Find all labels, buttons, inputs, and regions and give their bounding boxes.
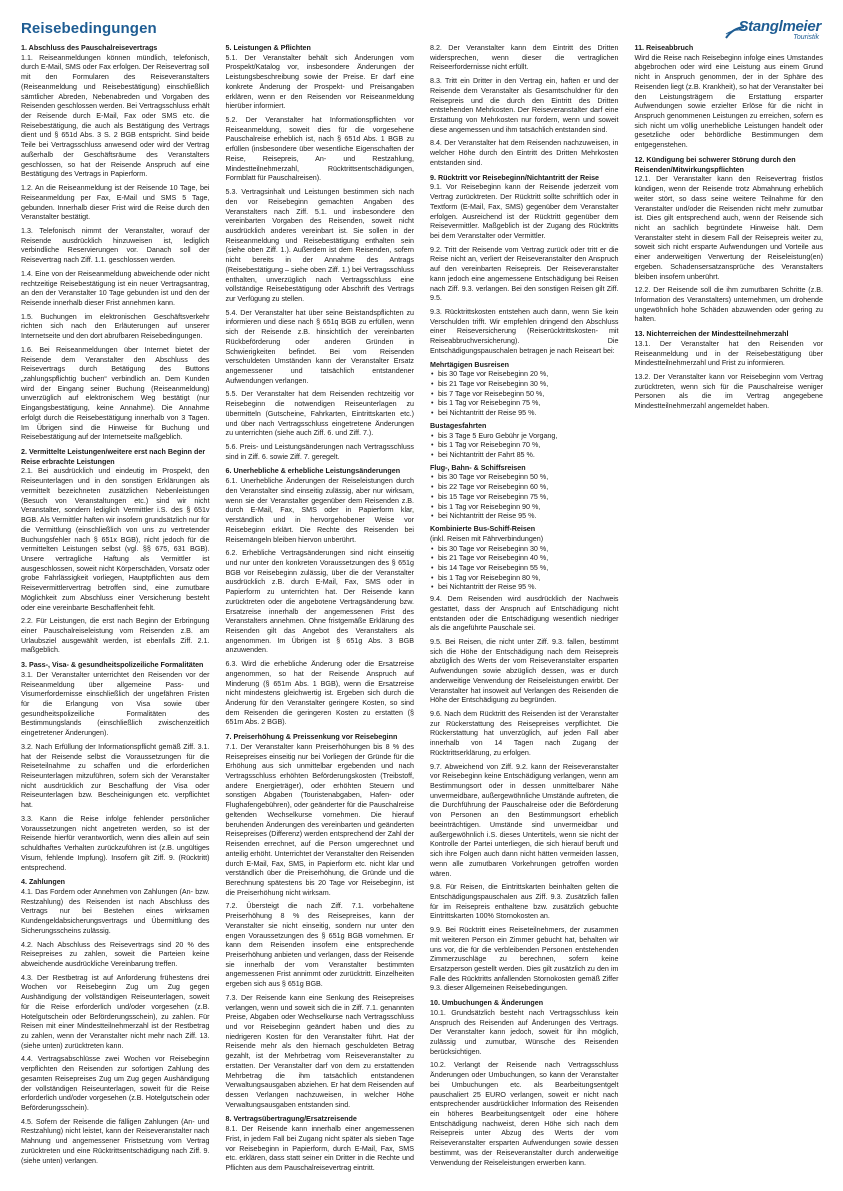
clause-paragraph: 4.5. Sofern der Reisende die fälligen Zahlungen (An- und Restzahlung) nicht leistet, kann der Reiseveranstalter nach Mahnung und angemessener Fristsetzung vom Vertrag zurücktreten und eine Rücktrittsentschädigung nach Ziff. 9. (siehe unten) verlangen. (21, 1117, 210, 1165)
fee-tier-item: • bis 1 Tag vor Reisebeginn 80 %, (430, 574, 619, 584)
fee-tier-item: • bis 30 Tage vor Reisebeginn 20 %, (430, 370, 619, 380)
clause-paragraph: 9.1. Vor Reisebeginn kann der Reisende jederzeit vom Vertrag zurücktreten. Der Rücktritt sollte schriftlich oder in Textform (E-Mail, Fax, SMS) gegenüber dem Veranstalter erfolgen. Ausreichend ist der Rücktritt gegenüber dem Reisevermittler. Maßgeblich ist der Zugang des Rücktritts bei dem Veranstalter oder Vermittler. (430, 183, 619, 240)
section-heading: 1. Abschluss des Pauschalreisevertrags (21, 44, 158, 52)
clause-paragraph: 9.4. Dem Reisenden wird ausdrücklich der Nachweis gestattet, dass der Anspruch auf Entschädigung nicht entstanden oder die Entschädigung wesentlich niedriger als die angeführte Pauschale sei. (430, 595, 619, 633)
clause-paragraph: Wird die Reise nach Reisebeginn infolge eines Umstandes abgebrochen oder wird eine Leistung aus einem Grund nicht in Anspruch genommen, der in der Sphäre des Reisenden liegt (z.B. Krankheit), so hat der Veranstalter bei den Leistungsträgern die Erstattung ersparter Aufwendungen sowie erzielter Erlöse für die nicht in Anspruch genommenen Leistungen zu erreichen, sofern es sich nicht um völlig unerhebliche Leistungen handelt oder gesetzliche oder behördliche Bestimmungen dem entgegenstehen. (634, 53, 823, 150)
clause-paragraph: 5.3. Vertragsinhalt und Leistungen bestimmen sich nach den vor Reisebeginn gemachten Angaben des Veranstalters nach Ziff. 5.1. und insbesondere den vereinbarten Vorgaben des Reisenden, soweit nicht ausdrücklich anderes vereinbart ist. Sie sollen in der Reiseanmeldung und Reisebestätigung enthalten sein (siehe oben Ziff. 1.). Außerdem ist dem Reisenden, sofern nicht bereits in der Annahme des Antrags (Reisebestätigung – siehe oben Ziff. 1.) bei Vertragsschluss enthalten, unverzüglich nach Vertragsschluss eine vollständige Reisebestätigung oder Abschrift des Vertrags zur Verfügung zu stellen. (225, 188, 414, 303)
company-logo (725, 18, 821, 44)
fee-tier-note: (inkl. Reisen mit Fährverbindungen) (430, 534, 544, 543)
clause-paragraph: 5.6. Preis- und Leistungsänderungen nach Vertragsschluss sind in Ziff. 6. sowie Ziff. 7. geregelt. (225, 443, 414, 461)
section-4 (21, 878, 210, 1166)
section-heading: 13. Nichterreichen der Mindestteilnehmerzahl (634, 330, 789, 339)
clause-paragraph: 6.3. Wird die erhebliche Änderung oder die Ersatzreise angenommen, so hat der Reisende Anspruch auf Minderung (§ 651m Abs. 1 BGB), wenn die Ersatzreise nicht mindestens gleichwertig ist. Ergeben sich durch die Änderung für den Veranstalter geringere Kosten, so sind dem Reisenden die geringeren Kosten zu erstatten (§ 651m Abs. 2 BGB). (225, 660, 414, 727)
clause-paragraph: 9.2. Tritt der Reisende vom Vertrag zurück oder tritt er die Reise nicht an, verliert der Reiseveranstalter den Anspruch auf den vereinbarten Reisepreis. Der Reiseveranstalter kann jedoch eine angemessene Entschädigung bei Reisen nach Ziff. 9.3. verlangen. Bei den sonstigen Reisen gilt Ziff. 9.5. (430, 245, 619, 303)
clause-paragraph: 1.4. Eine von der Reiseanmeldung abweichende oder nicht rechtzeitige Reisebestätigung ist ein neuer Vertragsantrag, an den der Veranstalter 10 Tage gebunden ist und den der Reisende innerhalb dieser Frist annehmen kann. (21, 269, 210, 307)
fee-tier-item: • bis 3 Tage 5 Euro Gebühr je Vorgang, (430, 432, 619, 442)
fee-tier-list (430, 473, 619, 522)
clause-paragraph: 5.2. Der Veranstalter hat Informationspflichten vor Reiseanmeldung, soweit dies für die vorgesehene Pauschalreise erheblich ist, nach § 651d Abs. 1 BGB zu erfüllen (insbesondere über wesentliche Eigenschaften der Reise, Reisepreis, An- und Restzahlung, Mindestteilnehmerzahl, Rücktrittsentschädigungen, Formblatt für Pauschalreisen). (225, 116, 414, 183)
clause-paragraph: 2.2. Für Leistungen, die erst nach Beginn der Erbringung einer Pauschalreiseleistung vom Reisenden z.B. am Urlaubsziel ausgewählt werden, ist ebenfalls Ziff. 2.1. maßgeblich. (21, 617, 210, 655)
section-heading: 5. Leistungen & Pflichten (225, 44, 311, 52)
clause-paragraph: 3.3. Kann die Reise infolge fehlender persönlicher Voraussetzungen nicht angetreten werden, so ist der Reisende hierfür verantwortlich, wenn dies allein auf sein schuldhaftes Verhalten zurückzuführen ist (z.B. ungültiges Visum, fehlende Impfung). Insofern gilt Ziff. 9. (Rücktritt) entsprechend. (21, 814, 210, 872)
clause-paragraph: 5.1. Der Veranstalter behält sich Änderungen vom Prospekt/Katalog vor, insbesondere Änderungen der Leistungsbeschreibung sowie der Preise. Er darf eine konkrete Änderung der Prospekt- und Preisangaben erklären, wenn er den Reisenden vor Reiseanmeldung hierüber informiert. (225, 53, 414, 111)
fee-tier-title: Kombinierte Bus-Schiff-Reisen (430, 525, 536, 534)
clause-paragraph: 3.2. Nach Erfüllung der Informationspflicht gemäß Ziff. 3.1. hat der Reisende selbst die Voraussetzungen für die Reiseteilnahme zu schaffen und die erforderlichen Reiseunterlagen mitzuführen, sofern sich der Veranstalter nicht ausdrücklich zur Beschaffung der Visa oder Reiseunterlagen bzw. Bescheinigungen etc. verpflichtet hat. (21, 742, 210, 810)
fee-tier-item: • bis 15 Tage vor Reisebeginn 75 %, (430, 493, 619, 503)
fee-tier-item: • bis 30 Tage vor Reisebeginn 50 %, (430, 473, 619, 483)
clause-paragraph: 3.1. Der Veranstalter unterrichtet den Reisenden vor der Reiseanmeldung über allgemeine Pass- und Visumerfordernisse einschließlich der ungefähren Fristen für die Erlangung von Visa sowie über gesundheitspolizeiliche Formalitäten des Bestimmungslands (einschließlich zwischenzeitlich eingetretener Änderungen). (21, 670, 210, 738)
fee-tier-item: • bis 21 Tage vor Reisebeginn 40 %, (430, 554, 619, 564)
terms-columns (21, 44, 823, 1179)
clause-paragraph: 8.1. Der Reisende kann innerhalb einer angemessenen Frist, in jedem Fall bei Zugang nicht später als sieben Tage vor Reisebeginn in Papierform, durch E-Mail, Fax, SMS etc. erklären, dass statt seiner ein Dritter in die Rechte und Pflichten aus dem Pauschalreisevertrag eintritt. (225, 1125, 414, 1173)
clause-paragraph: 7.3. Der Reisende kann eine Senkung des Reisepreises verlangen, wenn und soweit sich die in Ziff. 7.1. genannten Preise, Abgaben oder Wechselkurse nach Vertragsschluss und vor Reisebeginn geändert haben und dies zu niedrigeren Kosten für den Veranstalter führt. Hat der Reisende mehr als den hiernach geschuldeten Betrag gezahlt, ist der Mehrbetrag vom Reiseveranstalter zu erstatten. Der Veranstalter darf von dem zu erstattenden Mehrbetrag die ihm tatsächlich entstandenen Verwaltungsausgaben abziehen. Er hat dem Reisenden auf dessen Verlangen nachzuweisen, in welcher Höhe Verwaltungsausgaben entstanden sind. (225, 993, 414, 1109)
fee-tier-item: • bei Nichtantritt der Fahrt 85 %. (430, 451, 619, 461)
clause-paragraph: 9.6. Nach dem Rücktritt des Reisenden ist der Veranstalter zur Rückerstattung des Reisepreises verpflichtet. Die Rückerstattung hat unverzüglich, auf jeden Fall aber innerhalb von 14 Tagen nach Zugang der Rücktrittserklärung, zu erfolgen. (430, 710, 619, 757)
clause-paragraph: 5.4. Der Veranstalter hat über seine Beistandspflichten zu informieren und diese nach § 651q BGB zu erfüllen, wenn sich der Reisende z.B. hinsichtlich der vereinbarten Rückbeförderung oder anderen Gründen in Schwierigkeiten befindet. Bei vom Reisenden verschuldeten Umständen kann der Veranstalter Ersatz angemessener und tatsächlich entstandener Aufwendungen verlangen. (225, 308, 414, 385)
section-3 (21, 661, 210, 873)
clause-paragraph: 9.9. Bei Rücktritt eines Reiseteilnehmers, der zusammen mit weiteren Person ein Zimmer gebucht hat, behalten wir uns vor, die für die verbleibenden Personen entstehenden Zimmerzuschläge zu berechnen, sofern keine Ersatzperson gestellt werden. Dies gilt zusätzlich zu den im Falle des Rücktritts anfallenden Stornokosten gemäß Ziffer 9.3. dieser Allgemeinen Reisebedingungen. (430, 926, 619, 993)
fee-tier-item: • bis 21 Tage vor Reisebeginn 30 %, (430, 380, 619, 390)
section-heading: 2. Vermittelte Leistungen/weitere erst nach Beginn der Reise erbrachte Leistungen (21, 448, 206, 466)
fee-tier-item: • bis 7 Tage vor Reisebeginn 50 %, (430, 390, 619, 400)
section-heading: 7. Preiserhöhung & Preissenkung vor Reisebeginn (225, 733, 398, 742)
fee-tier-item: • bis 14 Tage vor Reisebeginn 55 %, (430, 564, 619, 574)
fee-tier-item: • bis 1 Tag vor Reisebeginn 75 %, (430, 399, 619, 409)
clause-paragraph: 12.2. Der Reisende soll die ihm zumutbaren Schritte (z.B. Information des Veranstalters) unternehmen, um drohende ungewöhnlich hohe Schäden abzuwenden oder gering zu halten. (634, 286, 823, 324)
clause-paragraph: 9.7. Abweichend von Ziff. 9.2. kann der Reiseveranstalter vor Reisebeginn keine Entschädigung verlangen, wenn am Bestimmungsort oder in dessen unmittelbarer Nähe unvermeidbare, außergewöhnliche Umstände auftreten, die die Durchführung der Pauschalreise oder die Beförderung von Personen an den Bestimmungsort erheblich beeinträchtigen. Umstände sind unvermeidbar und außergewöhnlich i.S. dieses Untertitels, wenn sie nicht der Kontrolle der Partei unterliegen, die sich hierauf beruft und sich ihre Folgen auch dann nicht hätten vermeiden lassen, wenn alle zumutbaren Vorkehrungen getroffen worden wären. (430, 762, 619, 878)
section-6 (226, 467, 415, 728)
clause-paragraph: 1.6. Bei Reiseanmeldungen über Internet bietet der Reisende dem Veranstalter den Abschluss des Reisevertrags durch Betätigung des Buttons „zahlungspflichtig buchen“ verbindlich an. Dem Kunden wird der Eingang seiner Buchung (Reiseanmeldung) unverzüglich auf elektronischem Weg bestätigt (nur Eingangsbestätigung, keine Annahme). Die Annahme erfolgt durch die Reisebestätigung innerhalb von 3 Tagen. Im Übrigen sind die Hinweise für Buchung und Reisebestätigung auf der Internetseite maßgeblich. (21, 345, 210, 442)
fee-tier-title: Bustagesfahrten (430, 421, 487, 430)
clause-paragraph: 4.4. Vertragsabschlüsse zwei Wochen vor Reisebeginn verpflichten den Reisenden zur sofortigen Zahlung des gesamten Reisepreises Zug um Zug gegen Aushändigung der vollständigen Reiseunterlagen, soweit für die Reise erforderlich und/oder vorgesehen (z.B. Hotelgutschein oder Beförderungsschein). (21, 1055, 210, 1113)
fee-tier-item: • bis 1 Tag vor Reisebeginn 90 %, (430, 503, 619, 513)
clause-paragraph: 4.3. Der Restbetrag ist auf Anforderung frühestens drei Wochen vor Reisebeginn Zug um Zug gegen Aushändigung der vollständigen Reiseunterlagen, soweit für die Reise erforderlich und/oder vorgesehen (z.B. Hotelgutschein oder Beförderungsschein), zu zahlen. Für Reisen mit einer Mindestteilnehmerzahl ist der Restbetrag zu zahlen, wenn der Veranstalter nicht mehr nach Ziff. 13. (siehe unten) zurücktreten kann. (21, 973, 210, 1050)
clause-paragraph: 1.1. Reiseanmeldungen können mündlich, telefonisch, durch E-Mail, SMS oder Fax erfolgen. Der Reisevertrag soll mit den Formularen des Reiseveranstalters (Reiseanmeldung und Reisebestätigung) einschließlich sämtlicher Abreden, Nebenabreden und Vorgaben des Reisenden geschlossen werden. Bei Vertragsschluss erhält der Reisende durch E-Mail, Fax oder SMS etc. die Reisebestätigung, die auch als Bestätigung des Vertrags dient und § 651d Abs. 3 S. 2 BGB entspricht. Sind beide Teile bei Vertragsschluss anwesend oder wird der Vertrag außerhalb der Geschäftsräume des Veranstalters geschlossen, so hat der Reisende Anspruch auf eine Bestätigung des Vertrags in Papierform. (21, 53, 210, 179)
fee-tier-list (430, 545, 619, 594)
section-7 (226, 733, 415, 1110)
section-13 (635, 330, 824, 412)
logo-wordmark: Stanglmeier (738, 18, 821, 35)
clause-paragraph: 2.1. Bei ausdrücklich und eindeutig im Prospekt, den Reiseunterlagen und in den sonstigen Erklärungen als vermittelt bezeichneten zusätzlichen Nebenleistungen (Besuch von Veranstaltungen etc.) sind wir nicht Veranstalter, sondern lediglich Vermittler i.S. des § 651v BGB. Als Vermittler haften wir insofern grundsätzlich nur für die Vermittlung (einschließlich von uns zu vertretender Buchungsfehler nach § 651x BGB), nicht jedoch für die vermittelten Leistungen selbst (vgl. §§ 675, 631 BGB). Unsere vertragliche Haftung als Vermittler ist ausgeschlossen, soweit nicht Körperschäden, Vorsatz oder grobe Fahrlässigkeit vorliegen, Hauptpflichten aus dem Reisevermittlervertrag betroffen sind, eine zumutbare Möglichkeit zum Abschluss einer Versicherung besteht oder eine vereinbarte Beschaffenheit fehlt. (21, 467, 210, 612)
section-heading: 9. Rücktritt vor Reisebeginn/Nichtantritt der Reise (430, 173, 600, 182)
section-heading: 11. Reiseabbruch (634, 44, 694, 52)
fee-tier-item: • bis 22 Tage vor Reisebeginn 60 %, (430, 483, 619, 493)
fee-tier-item: • bis 1 Tag vor Reisebeginn 70 %, (430, 441, 619, 451)
clause-paragraph: 10.2. Verlangt der Reisende nach Vertragsschluss Änderungen oder Umbuchungen, so kann der Veranstalter bei Umbuchungen etc. als Bearbeitungsentgelt pauschaliert 25 EURO verlangen, soweit er nicht nach entsprechender ausdrücklicher Information des Reisenden ein höheres Bearbeitungsentgelt oder eine höhere Entschädigung nachweist, deren Höhe sich nach dem Reisepreis unter Abzug des Werts der vom Reiseveranstalter ersparten Aufwendungen sowie dessen bestimmt, was der Reiseveranstalter durch anderweitige Verwendung der Reiseleistungen erwerben kann. (430, 1061, 619, 1167)
clause-paragraph: 12.1. Der Veranstalter kann den Reisevertrag fristlos kündigen, wenn der Reisende trotz Abmahnung erheblich weiter stört, so dass seine weitere Teilnahme für den Veranstalter und/oder die Reisenden nicht mehr zumutbar ist. Dies gilt entsprechend auch, wenn der Reisende sich nicht an sachlich begründete Hinweise hält. Dem Veranstalter steht in diesem Fall der Reisepreis weiter zu, soweit sich nicht ersparte Aufwendungen und Vorteile aus einer anderweitigen Verwertung der Reiseleistung(en) ergeben. Schadensersatzansprüche des Veranstalters bleiben insofern unberührt. (634, 175, 823, 281)
clause-paragraph: 13.2. Der Veranstalter kann vor Reisebeginn vom Vertrag zurücktreten, wenn sich für die Pauschalreise weniger Personen als die im Vertrag angegebene Mindestteilnehmerzahl angemeldet haben. (634, 373, 823, 411)
section-heading: 3. Pass-, Visa- & gesundheitspolizeiliche Formalitäten (21, 661, 204, 670)
clause-paragraph: 1.5. Buchungen im elektronischen Geschäftsverkehr richten sich nach den Erläuterungen auf unserer Internetseite und den dort abrufbaren Reisebedingungen. (21, 312, 210, 341)
clause-paragraph: 8.4. Der Veranstalter hat dem Reisenden nachzuweisen, in welcher Höhe durch den Eintritt des Dritten Mehrkosten entstanden sind. (430, 139, 619, 167)
fee-tier-title: Mehrtägigen Busreisen (430, 360, 509, 369)
clause-paragraph: 6.1. Unerhebliche Änderungen der Reiseleistungen durch den Veranstalter sind einseitig zulässig, aber nur wirksam, wenn sie der Veranstalter gegenüber dem Reisenden z.B. durch E-Mail, Fax, SMS oder in Papierform klar, verständlich und in hervorgehobener Weise vor Reisebeginn erklärt. Die Rechte des Reisenden bei Reisemängeln bleiben hiervon unberührt. (225, 477, 414, 544)
fee-tier-list (430, 370, 619, 419)
clause-paragraph: 9.3. Rücktrittskosten entstehen auch dann, wenn Sie kein Verschulden trifft. Wir empfehlen dringend den Abschluss einer Reiseversicherung (Reiserücktrittskosten- mit Reiseabbruchversicherung). Die Entschädigungspauschalen betragen je nach Reiseart bei: (430, 307, 619, 355)
clause-paragraph: 8.3. Tritt ein Dritter in den Vertrag ein, haften er und der Reisende dem Veranstalter als Gesamtschuldner für den Reisepreis und die durch den Eintritt des Dritten entstehenden Mehrkosten. Der Reiseveranstalter darf eine Erstattung von Mehrkosten nur fordern, wenn und soweit diese angemessen und ihm tatsächlich entstanden sind. (430, 77, 619, 134)
section-heading: 10. Umbuchungen & Änderungen (430, 999, 544, 1008)
clause-paragraph: 8.2. Der Veranstalter kann dem Eintritt des Dritten widersprechen, wenn dieser die vertraglichen Reiseerfordernisse nicht erfüllt. (430, 44, 619, 72)
clause-paragraph: 4.1. Das Fordern oder Annehmen von Zahlungen (An- bzw. Restzahlung) des Reisenden ist nach Abschluss des Vertrags nur bei Bestehen eines wirksamen Kundengeldabsicherungsvertrags und Übermittlung des Sicherungsscheins zulässig. (21, 887, 210, 935)
clause-paragraph: 5.5. Der Veranstalter hat dem Reisenden rechtzeitig vor Reisebeginn die notwendigen Reiseunterlagen zu übermitteln (Gutscheine, Fahrkarten, Eintrittskarten etc.) und über nach Vertragsschluss eingetretene Änderungen zu unterrichten (siehe auch Ziff. 6. und Ziff. 7.). (225, 390, 414, 438)
clause-paragraph: 4.2. Nach Abschluss des Reisevertrags sind 20 % des Reisepreises zu zahlen, soweit die Parteien keine abweichende ausdrückliche Vereinbarung treffen. (21, 940, 210, 968)
clause-paragraph: 7.1. Der Veranstalter kann Preiserhöhungen bis 8 % des Reisepreises einseitig nur bei Vorliegen der Gründe für die Erhöhung aus sich unmittelbar ergebenden und nach Vertragsschluss erhöhten Beförderungskosten (Treibstoff, andere Energieträger), oder erhöhten Steuern und sonstigen Abgaben (Touristenabgaben, Hafen- oder Flughafengebühren), oder geänderter für die Pauschalreise geltenden Wechselkurse vornehmen. Die hierauf beruhenden Änderungen des vereinbarten und geänderten Reisepreises (Differenz) werden entsprechend der Zahl der Reisenden errechnet, auf die Person umgerechnet und anteilig erhöht. Unterrichtet der Veranstalter den Reisenden durch E-Mail, Fax, SMS, in Papierform etc. nicht klar und verständlich über die Preiserhöhung, die Gründe und die Berechnung spätestens bis 20 Tage vor Reisebeginn, ist die Preiserhöhung nicht wirksam. (225, 742, 414, 897)
fee-tier-item: • bis 30 Tage vor Reisebeginn 30 %, (430, 545, 619, 555)
logo-tagline: Touristik (793, 34, 819, 41)
section-heading: 6. Unerhebliche & erhebliche Leistungsänderungen (225, 467, 401, 476)
section-heading: 8. Vertragsübertragung/Ersatzreisende (225, 1115, 357, 1124)
section-heading: 12. Kündigung bei schwerer Störung durch den Reisenden/Mitwirkungspflichten (634, 155, 796, 174)
fee-tier-item: • bei Nichtantritt der Reise 95 %. (430, 583, 619, 593)
section-2 (21, 448, 210, 656)
clause-paragraph: 10.1. Grundsätzlich besteht nach Vertragsschluss kein Anspruch des Reisenden auf Änderungen des Vertrags. Der Veranstalter kann jedoch, soweit für ihn möglich, zulässig und zumutbar, Wünsche des Reisenden berücksichtigen. (430, 1008, 619, 1056)
section-heading: 4. Zahlungen (21, 878, 66, 887)
section-12 (635, 156, 824, 325)
clause-paragraph: 1.3. Telefonisch nimmt der Veranstalter, worauf der Reisende ausdrücklich hinzuweisen ist, lediglich verbindliche Reservierungen vor. Danach soll der Reisevertrag nach Ziff. 1.1. geschlossen werden. (21, 226, 210, 265)
clause-paragraph: 9.8. Für Reisen, die Eintrittskarten beinhalten gelten die Entschädigungspauschalen aus Ziff. 9.3. Zusätzlich fallen für im Reisepreis enthaltene bzw. zusätzlich gebuchte Eintrittskarten 100% Stornokosten an. (430, 883, 619, 921)
section-9 (430, 174, 619, 995)
clause-paragraph: 13.1. Der Veranstalter hat den Reisenden vor Reiseanmeldung und in der Reisebestätigung über Mindestteilnehmerzahl und Frist zu informieren. (634, 339, 823, 368)
clause-paragraph: 1.2. An die Reiseanmeldung ist der Reisende 10 Tage, bei Reiseanmeldung per Fax, E-Mail und SMS 5 Tage, gebunden. Innerhalb dieser Frist wird die Reise durch den Veranstalter bestätigt. (21, 184, 210, 222)
fee-tier-list (430, 432, 619, 461)
section-5 (226, 44, 415, 462)
section-10 (430, 999, 619, 1168)
fee-tier-item: • bei Nichtantritt der Reise 95 %. (430, 512, 619, 522)
fee-tier-title: Flug-, Bahn- & Schiffsreisen (430, 463, 526, 472)
section-11 (635, 44, 824, 151)
clause-paragraph: 9.5. Bei Reisen, die nicht unter Ziff. 9.3. fallen, bestimmt sich die Höhe der Entschädigung nach dem Reisepreis abzüglich des Werts der vom Reiseveranstalter ersparten Aufwendungen sowie abzüglich dessen, was er durch anderweitige Verwendung der Reiseleistungen erwirbt. Der Veranstalter hat insoweit auf Verlangen des Reisenden die Höhe der Entschädigung zu begründen. (430, 637, 619, 705)
clause-paragraph: 6.2. Erhebliche Vertragsänderungen sind nicht einseitig und nur unter den konkreten Voraussetzungen des § 651g BGB vor Reisebeginn zulässig, über die der Veranstalter ausdrücklich z.B. durch E-Mail, Fax, SMS oder in Papierform zu unterrichten hat. Der Reisende kann zurücktreten oder die angebotene Vertragsänderung bzw. Ersatzreise innerhalb der angemessenen Frist des Veranstalters annehmen. Ohne fristgemäße Erklärung des Reisenden gilt das Angebot des Veranstalters als angenommen. Im Übrigen ist § 651g Abs. 3 BGB anzuwenden. (225, 549, 414, 655)
page-title: Reisebedingungen (21, 20, 157, 37)
fee-tier-item: • bei Nichtantritt der Reise 95 %. (430, 409, 619, 419)
section-1 (21, 44, 210, 443)
clause-paragraph: 7.2. Übersteigt die nach Ziff. 7.1. vorbehaltene Preiserhöhung 8 % des Reisepreises, kann der Veranstalter sie nicht einseitig, sondern nur unter den engen Voraussetzungen des § 651g BGB vornehmen. Er kann dem Reisenden insofern eine entsprechende Preiserhöhung anbieten und verlangen, dass der Reisende sie innerhalb der vom Veranstalter bestimmten angemessenen Frist annimmt oder zurücktritt. Einzelheiten ergeben sich aus § 651g BGB. (225, 902, 414, 989)
